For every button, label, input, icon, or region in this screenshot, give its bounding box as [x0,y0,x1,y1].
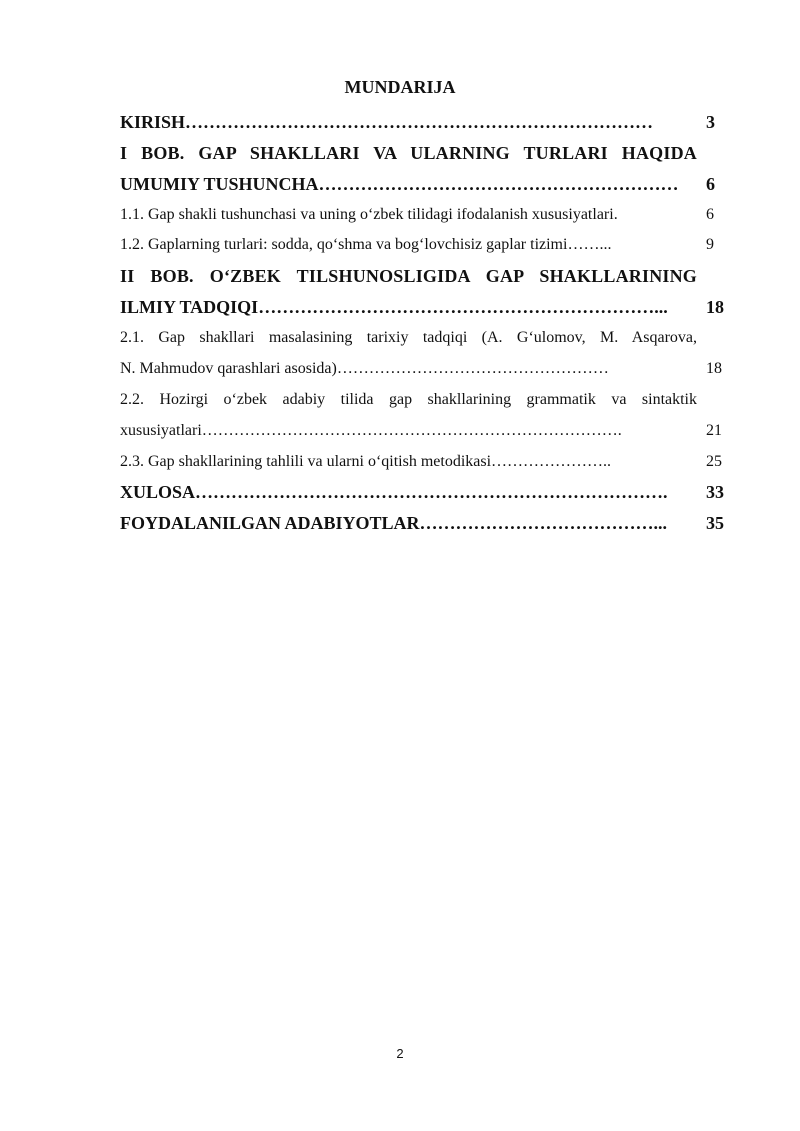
toc-page-kirish: 3 [706,112,715,132]
toc-entry-adabiyotlar[interactable]: FOYDALANILGAN ADABIYOTLAR…………………………………... [120,513,668,533]
toc-entry-section-2-2-line2[interactable]: xususiyatlari……………………………………………………………………. [120,422,622,439]
toc-entry-section-1-1[interactable]: 1.1. Gap shakli tushunchasi va uning o‘zbek tilidagi ifodalanish xususiyatlari. [120,206,618,223]
toc-entry-section-2-2-line1[interactable]: 2.2. Hozirgi o‘zbek adabiy tilida gap shakllarining grammatik va sintaktik [120,391,697,408]
toc-page-section-1-2: 9 [706,236,714,253]
toc-entry-bob1-line1[interactable]: I BOB. GAP SHAKLLARI VA ULARNING TURLARI HAQIDA [120,143,697,163]
page-title: MUNDARIJA [344,77,456,97]
toc-entry-bob2-line1[interactable]: II BOB. O‘ZBEK TILSHUNOSLIGIDA GAP SHAKLLARINING [120,266,697,286]
toc-entry-section-2-1-line1[interactable]: 2.1. Gap shakllari masalasining tarixiy tadqiqi (A. G‘ulomov, M. Asqarova, [120,329,697,346]
toc-page-section-1-1: 6 [706,206,714,223]
toc-page-bob1: 6 [706,174,715,194]
toc-page-section-2-3: 25 [706,453,722,470]
toc-entry-section-1-2[interactable]: 1.2. Gaplarning turlari: sodda, qo‘shma va bog‘lovchisiz gaplar tizimi……... [120,236,612,253]
toc-entry-bob1-line2[interactable]: UMUMIY TUSHUNCHA…………………………………………………… [120,174,679,194]
toc-page-adabiyotlar: 35 [706,513,724,533]
toc-entry-section-2-3[interactable]: 2.3. Gap shakllarining tahlili va ularni o‘qitish metodikasi………………….. [120,453,612,470]
toc-entry-xulosa[interactable]: XULOSA……………………………………………………………………. [120,482,668,502]
toc-page-section-2-2: 21 [706,422,722,439]
toc-page-bob2: 18 [706,297,724,317]
page-number: 2 [396,1046,404,1061]
toc-entry-bob2-line2[interactable]: ILMIY TADQIQI…………………………………………………………... [120,297,668,317]
toc-page-section-2-1: 18 [706,360,722,377]
toc-entry-kirish[interactable]: KIRISH…………………………………………………………………… [120,112,654,132]
toc-entry-section-2-1-line2[interactable]: N. Mahmudov qarashlari asosida)…………………………………………… [120,360,609,377]
toc-page-xulosa: 33 [706,482,724,502]
